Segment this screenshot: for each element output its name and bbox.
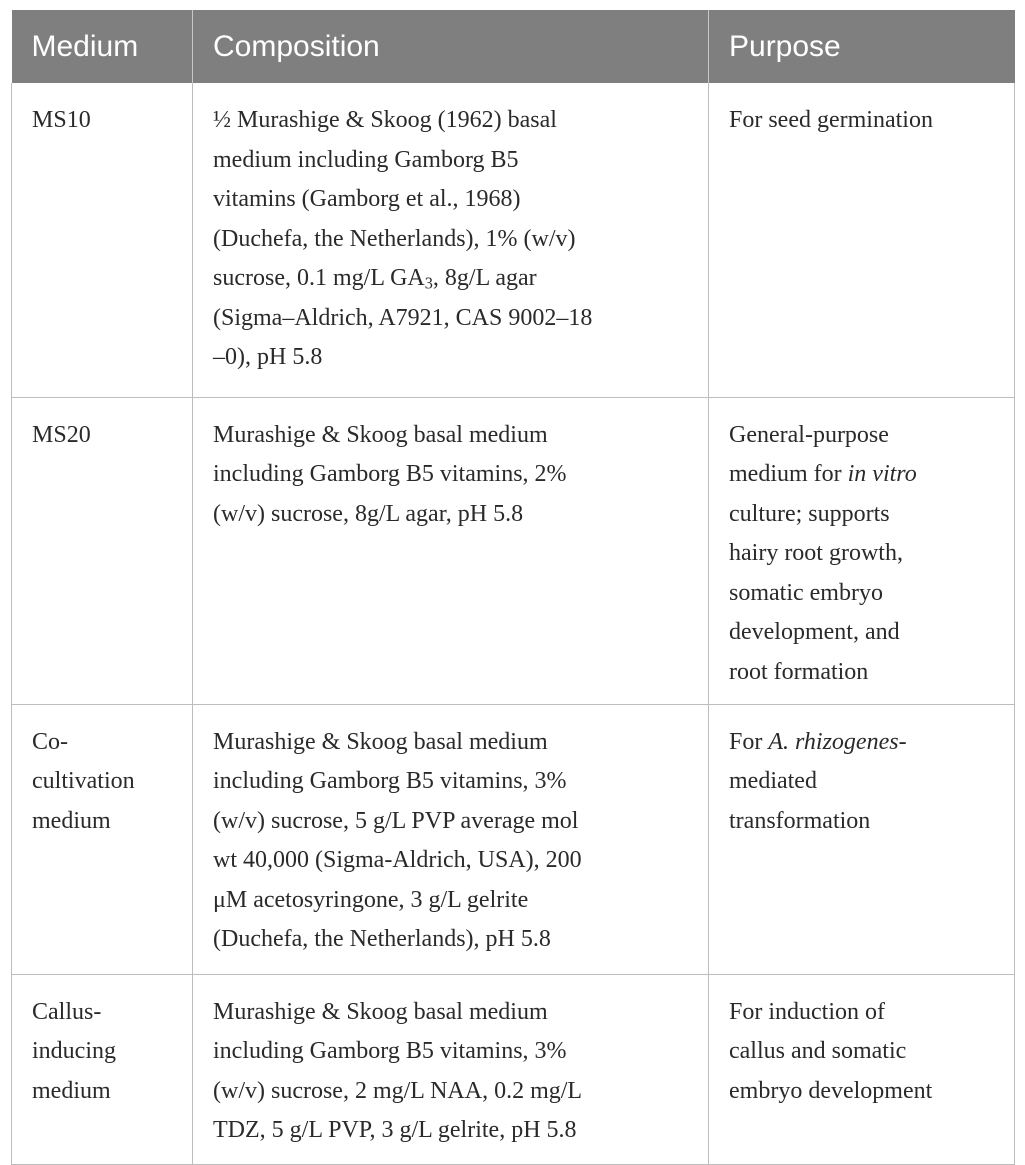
composition-line: vitamins (Gamborg et al., 1968) <box>213 186 521 212</box>
medium-cell <box>12 83 193 397</box>
purpose-line: mediated <box>729 768 817 794</box>
composition-cell <box>193 397 709 704</box>
purpose-line <box>729 723 994 763</box>
purpose-line: transformation <box>729 807 871 834</box>
header-row <box>12 10 1015 83</box>
purpose-cell <box>709 704 1015 974</box>
medium-cell <box>12 397 193 704</box>
header-composition: Composition <box>193 10 709 83</box>
purpose-line: development, and <box>729 619 900 645</box>
composition-line: (Duchefa, the Netherlands), pH 5.8 <box>213 926 551 952</box>
composition-line: including Gamborg B5 vitamins, 3% <box>213 1038 567 1064</box>
composition-line: (Duchefa, the Netherlands), 1% (w/v) <box>213 225 576 252</box>
purpose-text: - <box>898 728 907 755</box>
purpose-line: embryo development <box>729 1077 933 1104</box>
table-body <box>12 83 1015 1164</box>
composition-line: TDZ, 5 g/L PVP, 3 g/L gelrite, pH 5.8 <box>213 1117 577 1143</box>
header-medium: Medium <box>12 10 193 83</box>
purpose-line: somatic embryo <box>729 579 883 606</box>
composition-line: (w/v) sucrose, 2 mg/L NAA, 0.2 mg/L <box>213 1077 583 1104</box>
composition-line: μM acetosyringone, 3 g/L gelrite <box>213 886 529 913</box>
composition-line: (w/v) sucrose, 8g/L agar, pH 5.8 <box>213 500 524 527</box>
composition-cell <box>193 83 709 397</box>
composition-line: –0), pH 5.8 <box>213 344 323 370</box>
table-row <box>12 704 1015 974</box>
composition-line: including Gamborg B5 vitamins, 2% <box>213 461 567 487</box>
composition-cell <box>193 704 709 974</box>
table-header <box>12 10 1015 83</box>
medium-name-line: medium <box>32 807 111 834</box>
composition-line <box>213 259 688 299</box>
purpose-cell <box>709 83 1015 397</box>
table-row <box>12 397 1015 704</box>
header-purpose: Purpose <box>709 10 1015 83</box>
medium-name-line: medium <box>32 1077 111 1104</box>
media-table <box>11 10 1015 1165</box>
medium-name-line: inducing <box>32 1038 116 1064</box>
table-row <box>12 974 1015 1164</box>
composition-line: ½ Murashige & Skoog (1962) basal <box>213 107 557 133</box>
composition-line: medium including Gamborg B5 <box>213 146 519 173</box>
composition-line: Murashige & Skoog basal medium <box>213 728 548 755</box>
medium-name: MS20 <box>32 421 91 448</box>
composition-line: (Sigma–Aldrich, A7921, CAS 9002–18 <box>213 304 593 331</box>
purpose-line: For induction of <box>729 998 885 1025</box>
table-row <box>12 83 1015 397</box>
purpose-line: hairy root growth, <box>729 540 903 566</box>
composition-text: , 8g/L agar <box>432 265 537 291</box>
purpose-line <box>729 455 994 495</box>
composition-line: including Gamborg B5 vitamins, 3% <box>213 768 567 794</box>
medium-name-line: Co- <box>32 728 68 755</box>
composition-cell <box>193 974 709 1164</box>
subscript-text: 3 <box>424 273 433 293</box>
composition-line: Murashige & Skoog basal medium <box>213 998 548 1025</box>
composition-line: (w/v) sucrose, 5 g/L PVP average mol <box>213 807 579 834</box>
medium-name-line: Callus- <box>32 998 102 1025</box>
purpose-text: medium for <box>729 461 848 487</box>
purpose-cell <box>709 397 1015 704</box>
composition-line: wt 40,000 (Sigma-Aldrich, USA), 200 <box>213 847 582 873</box>
composition-text: sucrose, 0.1 mg/L GA <box>213 265 425 291</box>
composition-line: Murashige & Skoog basal medium <box>213 421 548 448</box>
purpose-line: callus and somatic <box>729 1038 907 1064</box>
medium-name-line: cultivation <box>32 768 135 794</box>
purpose-line: General-purpose <box>729 421 889 448</box>
purpose-line: For seed germination <box>729 107 933 133</box>
purpose-text: For <box>729 728 769 755</box>
medium-cell <box>12 704 193 974</box>
medium-name: MS10 <box>32 107 91 133</box>
purpose-line: culture; supports <box>729 500 890 527</box>
purpose-cell <box>709 974 1015 1164</box>
purpose-italic-text: in vitro <box>847 461 917 487</box>
purpose-line: root formation <box>729 658 869 685</box>
purpose-italic-text: A. rhizogenes <box>768 728 899 755</box>
medium-cell <box>12 974 193 1164</box>
